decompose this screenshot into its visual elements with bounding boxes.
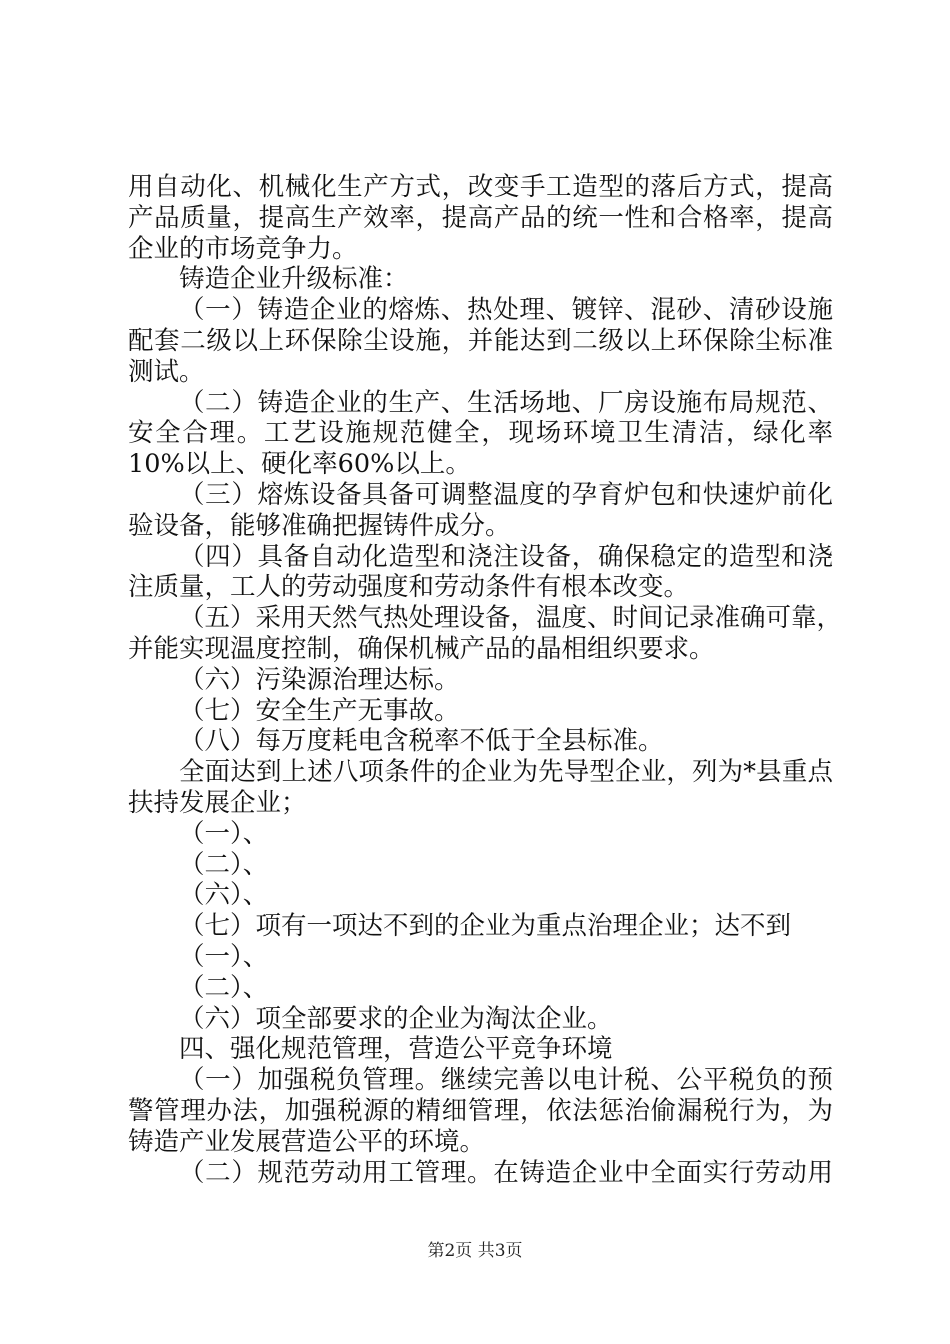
page-footer: 第2页 共3页 [427, 1241, 523, 1261]
text-line: （二）、 [179, 849, 269, 880]
document-body [128, 172, 843, 1188]
text-line: （三）熔炼设备具备可调整温度的孕育炉包和快速炉前化 [179, 479, 833, 510]
text-line: （二）、 [179, 972, 269, 1003]
text-line: （一）、 [179, 941, 269, 972]
text-line: （一）、 [179, 818, 269, 849]
text-line: 全面达到上述八项条件的企业为先导型企业，列为*县重点 [179, 757, 833, 788]
text-line: 配套二级以上环保除尘设施，并能达到二级以上环保除尘标准 [128, 325, 833, 356]
text-line: 安全合理。工艺设施规范健全，现场环境卫生清洁，绿化率 [128, 418, 833, 449]
text-line: （七）安全生产无事故。 [179, 695, 460, 726]
text-line: （八）每万度耗电含税率不低于全县标准。 [179, 726, 664, 757]
text-line: 铸造企业升级标准： [179, 264, 409, 295]
text-line: （一）加强税负管理。继续完善以电计税、公平税负的预 [179, 1065, 833, 1096]
text-line: 测试。 [128, 356, 205, 387]
text-line: （一）铸造企业的熔炼、热处理、镀锌、混砂、清砂设施 [179, 295, 833, 326]
text-line: （七）项有一项达不到的企业为重点治理企业；达不到 [179, 911, 792, 942]
text-line: （二）铸造企业的生产、生活场地、厂房设施布局规范、 [179, 387, 833, 418]
text-line: （四）具备自动化造型和浇注设备，确保稳定的造型和浇 [179, 541, 833, 572]
text-line: 扶持发展企业； [128, 787, 307, 818]
text-line: 并能实现温度控制，确保机械产品的晶相组织要求。 [128, 633, 715, 664]
text-line: （六）污染源治理达标。 [179, 664, 460, 695]
text-line: 企业的市场竞争力。 [128, 233, 358, 264]
text-line: 铸造产业发展营造公平的环境。 [128, 1126, 486, 1157]
text-line: 产品质量，提高生产效率，提高产品的统一性和合格率，提高 [128, 202, 833, 233]
text-line: 验设备，能够准确把握铸件成分。 [128, 510, 511, 541]
text-line: 注质量，工人的劳动强度和劳动条件有根本改变。 [128, 572, 690, 603]
text-line: （六）项全部要求的企业为淘汰企业。 [179, 1003, 613, 1034]
text-line: 警管理办法，加强税源的精细管理，依法惩治偷漏税行为，为 [128, 1095, 833, 1126]
text-line: （六）、 [179, 880, 269, 911]
text-line: 用自动化、机械化生产方式，改变手工造型的落后方式，提高 [128, 172, 833, 202]
text-line: （五）采用天然气热处理设备，温度、时间记录准确可靠， [179, 603, 843, 634]
text-line: 10%以上、硬化率60%以上。 [128, 449, 471, 480]
text-line: 四、强化规范管理，营造公平竞争环境 [179, 1034, 613, 1065]
text-line: （二）规范劳动用工管理。在铸造企业中全面实行劳动用 [179, 1157, 833, 1188]
